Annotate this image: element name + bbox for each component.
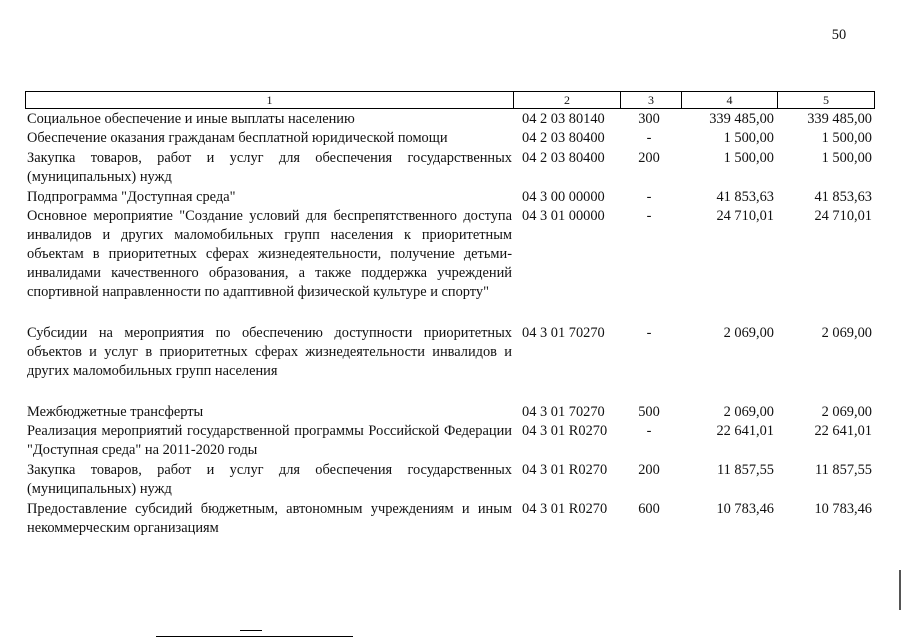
row-code: 04 3 01 70270 bbox=[522, 404, 605, 420]
row-sum-2: 10 783,46 bbox=[814, 501, 872, 517]
row-code: 04 3 01 00000 bbox=[522, 208, 605, 224]
row-sum-2: 1 500,00 bbox=[821, 130, 872, 146]
row-name: Социальное обеспечение и иные выплаты населению bbox=[27, 111, 355, 127]
row-sum-1: 1 500,00 bbox=[723, 130, 774, 146]
row-sum-2: 41 853,63 bbox=[814, 189, 872, 205]
row-sum-1: 41 853,63 bbox=[716, 189, 774, 205]
row-sum-1: 24 710,01 bbox=[716, 208, 774, 224]
row-name: Межбюджетные трансферты bbox=[27, 404, 204, 420]
footer-divider-short bbox=[240, 630, 262, 631]
row-name: Реализация мероприятий государственной программы Российской Федерации "Доступная среда" на 2011-2020 годы bbox=[27, 423, 512, 458]
row-sum-2: 339 485,00 bbox=[807, 111, 872, 127]
row-sum-1: 2 069,00 bbox=[723, 404, 774, 420]
column-header-2: 2 bbox=[514, 92, 621, 109]
row-type: 300 bbox=[638, 111, 660, 127]
footer-divider bbox=[156, 636, 353, 637]
row-name: Закупка товаров, работ и услуг для обеспечения государственных (муниципальных) нужд bbox=[27, 462, 512, 497]
row-type: 600 bbox=[638, 501, 660, 517]
row-name: Основное мероприятие "Создание условий для беспрепятственного доступа инвалидов и других маломобильных групп населения к приоритетным объектам в приоритетных сферах жизнедеятельности, получение детьми-инвалидами качественного образования, а также поддержка учреждений спортивной направленности по адаптивной физической культуре и спорту" bbox=[27, 208, 512, 300]
row-name: Подпрограмма "Доступная среда" bbox=[27, 189, 236, 205]
row-code: 04 3 01 R0270 bbox=[522, 501, 608, 517]
page-number: 50 bbox=[831, 27, 847, 43]
row-sum-2: 1 500,00 bbox=[821, 150, 872, 166]
row-type: - bbox=[646, 189, 652, 205]
row-sum-2: 22 641,01 bbox=[814, 423, 872, 439]
row-sum-2: 2 069,00 bbox=[821, 325, 872, 341]
row-type: 500 bbox=[638, 404, 660, 420]
column-header-4: 4 bbox=[682, 92, 778, 109]
scan-edge-mark bbox=[899, 570, 901, 610]
row-name: Обеспечение оказания гражданам бесплатной юридической помощи bbox=[27, 130, 448, 146]
row-sum-1: 339 485,00 bbox=[709, 111, 774, 127]
row-sum-1: 10 783,46 bbox=[716, 501, 774, 517]
row-sum-2: 2 069,00 bbox=[821, 404, 872, 420]
column-header-1: 1 bbox=[26, 92, 514, 109]
row-sum-1: 22 641,01 bbox=[716, 423, 774, 439]
row-type: - bbox=[646, 208, 652, 224]
table-column-header bbox=[25, 91, 875, 109]
row-name: Субсидии на мероприятия по обеспечению доступности приоритетных объектов и услуг в приоритетных сферах жизнедеятельности инвалидов и других маломобильных групп населения bbox=[27, 325, 512, 379]
row-code: 04 3 01 R0270 bbox=[522, 423, 608, 439]
row-type: 200 bbox=[638, 462, 660, 478]
row-sum-1: 2 069,00 bbox=[723, 325, 774, 341]
row-code: 04 3 01 R0270 bbox=[522, 462, 608, 478]
row-type: - bbox=[646, 325, 652, 341]
column-header-5: 5 bbox=[778, 92, 875, 109]
row-sum-2: 11 857,55 bbox=[814, 462, 872, 478]
row-code: 04 2 03 80400 bbox=[522, 130, 605, 146]
row-code: 04 2 03 80400 bbox=[522, 150, 605, 166]
row-name: Предоставление субсидий бюджетным, автономным учреждениям и иным некоммерческим организациям bbox=[27, 501, 512, 536]
row-code: 04 3 00 00000 bbox=[522, 189, 605, 205]
row-type: - bbox=[646, 423, 652, 439]
row-type: 200 bbox=[638, 150, 660, 166]
row-sum-1: 11 857,55 bbox=[716, 462, 774, 478]
row-sum-2: 24 710,01 bbox=[814, 208, 872, 224]
row-code: 04 2 03 80140 bbox=[522, 111, 605, 127]
row-sum-1: 1 500,00 bbox=[723, 150, 774, 166]
row-code: 04 3 01 70270 bbox=[522, 325, 605, 341]
column-header-3: 3 bbox=[621, 92, 682, 109]
row-type: - bbox=[646, 130, 652, 146]
row-name: Закупка товаров, работ и услуг для обеспечения государственных (муниципальных) нужд bbox=[27, 150, 512, 185]
